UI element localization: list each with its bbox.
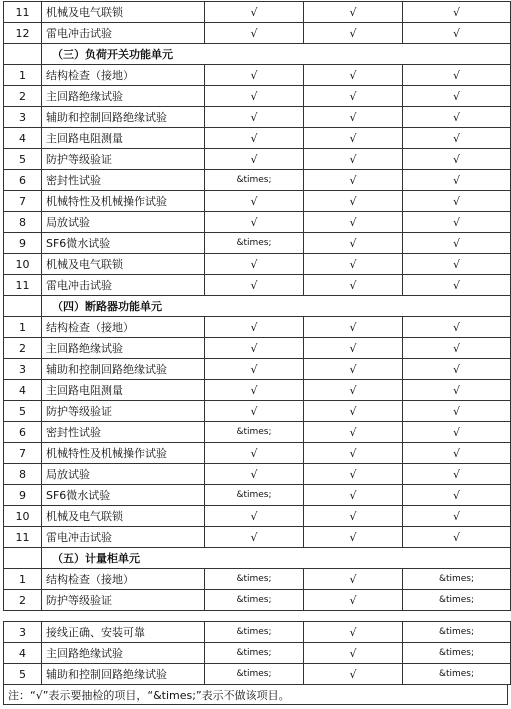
inspection-mark: √ <box>403 317 511 338</box>
test-item: 机械及电气联锁 <box>42 2 205 23</box>
row-number: 10 <box>4 254 42 275</box>
inspection-mark: √ <box>205 65 304 86</box>
row-number: 3 <box>4 359 42 380</box>
inspection-mark: √ <box>403 212 511 233</box>
table-row <box>4 569 511 590</box>
inspection-mark: √ <box>304 664 403 685</box>
table-row <box>4 422 511 443</box>
inspection-mark: √ <box>205 2 304 23</box>
inspection-mark: √ <box>304 401 403 422</box>
inspection-mark: √ <box>304 443 403 464</box>
table-row <box>4 128 511 149</box>
inspection-mark: √ <box>304 485 403 506</box>
test-item: 主回路绝缘试验 <box>42 643 205 664</box>
row-number: 9 <box>4 485 42 506</box>
inspection-mark: &times; <box>205 422 304 443</box>
table-row <box>4 212 511 233</box>
table-row <box>4 359 511 380</box>
inspection-mark: √ <box>304 380 403 401</box>
inspection-mark: √ <box>304 233 403 254</box>
row-number: 11 <box>4 275 42 296</box>
row-number: 7 <box>4 443 42 464</box>
row-number: 8 <box>4 212 42 233</box>
inspection-mark: √ <box>403 191 511 212</box>
inspection-mark: √ <box>304 254 403 275</box>
inspection-mark: √ <box>403 359 511 380</box>
test-item: 局放试验 <box>42 464 205 485</box>
inspection-mark: √ <box>304 527 403 548</box>
table-row <box>4 464 511 485</box>
table-row <box>4 443 511 464</box>
row-number: 4 <box>4 128 42 149</box>
table-row <box>4 23 511 44</box>
inspection-mark: √ <box>403 275 511 296</box>
inspection-mark: √ <box>304 569 403 590</box>
test-item: 机械特性及机械操作试验 <box>42 443 205 464</box>
inspection-mark: √ <box>403 65 511 86</box>
inspection-mark: &times; <box>403 643 511 664</box>
inspection-mark: √ <box>403 23 511 44</box>
inspection-mark: √ <box>304 2 403 23</box>
test-item: 结构检查（接地） <box>42 65 205 86</box>
inspection-mark: √ <box>205 23 304 44</box>
inspection-mark: √ <box>205 317 304 338</box>
test-item: 主回路绝缘试验 <box>42 338 205 359</box>
inspection-mark: √ <box>403 443 511 464</box>
row-number: 11 <box>4 527 42 548</box>
row-number: 3 <box>4 107 42 128</box>
inspection-mark: √ <box>205 338 304 359</box>
row-number: 12 <box>4 23 42 44</box>
inspection-mark: √ <box>304 464 403 485</box>
inspection-mark: √ <box>304 65 403 86</box>
empty-cell <box>4 548 42 569</box>
test-item: 雷电冲击试验 <box>42 275 205 296</box>
inspection-mark: &times; <box>403 622 511 643</box>
inspection-mark: &times; <box>205 643 304 664</box>
inspection-mark: √ <box>304 338 403 359</box>
inspection-mark: √ <box>304 86 403 107</box>
test-item: 辅助和控制回路绝缘试验 <box>42 359 205 380</box>
table-row <box>4 149 511 170</box>
table-row <box>4 485 511 506</box>
table-row <box>4 86 511 107</box>
inspection-mark: √ <box>403 254 511 275</box>
test-item: 主回路绝缘试验 <box>42 86 205 107</box>
inspection-mark: √ <box>304 149 403 170</box>
section-header-row <box>4 548 511 569</box>
section-title: （五）计量柜单元 <box>42 548 511 569</box>
inspection-mark: √ <box>304 23 403 44</box>
row-number: 11 <box>4 2 42 23</box>
table-row <box>4 338 511 359</box>
inspection-mark: √ <box>205 212 304 233</box>
inspection-mark: &times; <box>403 664 511 685</box>
table-row <box>4 2 511 23</box>
inspection-mark: √ <box>403 2 511 23</box>
inspection-mark: √ <box>304 622 403 643</box>
row-number: 6 <box>4 170 42 191</box>
section-title: （三）负荷开关功能单元 <box>42 44 511 65</box>
row-number: 8 <box>4 464 42 485</box>
row-number: 1 <box>4 317 42 338</box>
inspection-mark: &times; <box>403 590 511 611</box>
empty-cell <box>4 44 42 65</box>
row-number: 5 <box>4 664 42 685</box>
inspection-mark: √ <box>205 443 304 464</box>
inspection-mark: √ <box>205 401 304 422</box>
inspection-mark: √ <box>205 359 304 380</box>
table-row <box>4 664 511 685</box>
test-item: 机械及电气联锁 <box>42 254 205 275</box>
row-number: 2 <box>4 590 42 611</box>
inspection-mark: √ <box>403 380 511 401</box>
test-item: SF6微水试验 <box>42 233 205 254</box>
test-item: 防护等级验证 <box>42 401 205 422</box>
inspection-mark: √ <box>304 643 403 664</box>
inspection-mark: √ <box>304 212 403 233</box>
row-number: 4 <box>4 643 42 664</box>
row-number: 2 <box>4 86 42 107</box>
inspection-mark: &times; <box>205 569 304 590</box>
inspection-mark: &times; <box>205 590 304 611</box>
row-number: 2 <box>4 338 42 359</box>
inspection-mark: √ <box>304 128 403 149</box>
inspection-mark: √ <box>205 380 304 401</box>
table-row <box>4 401 511 422</box>
table-row <box>4 191 511 212</box>
inspection-mark: √ <box>403 107 511 128</box>
inspection-mark: √ <box>403 506 511 527</box>
inspection-mark: √ <box>304 191 403 212</box>
inspection-mark: √ <box>205 506 304 527</box>
test-item: 辅助和控制回路绝缘试验 <box>42 664 205 685</box>
inspection-mark: &times; <box>205 485 304 506</box>
test-item: 机械及电气联锁 <box>42 506 205 527</box>
table-footnote: 注：“√”表示要抽检的项目，“&times;”表示不做该项目。 <box>3 684 508 705</box>
inspection-mark: √ <box>304 506 403 527</box>
test-item: 结构检查（接地） <box>42 317 205 338</box>
inspection-mark: √ <box>304 107 403 128</box>
inspection-mark: &times; <box>403 569 511 590</box>
test-item: 防护等级验证 <box>42 149 205 170</box>
section-title: （四）断路器功能单元 <box>42 296 511 317</box>
inspection-mark: √ <box>403 233 511 254</box>
test-item: 防护等级验证 <box>42 590 205 611</box>
table-row <box>4 170 511 191</box>
table-row <box>4 317 511 338</box>
test-item: 主回路电阻测量 <box>42 128 205 149</box>
test-item: 密封性试验 <box>42 422 205 443</box>
row-number: 6 <box>4 422 42 443</box>
test-item: 局放试验 <box>42 212 205 233</box>
inspection-mark: &times; <box>205 622 304 643</box>
inspection-mark: √ <box>205 86 304 107</box>
table-row <box>4 643 511 664</box>
inspection-mark: √ <box>403 527 511 548</box>
table-row <box>4 506 511 527</box>
test-item: 辅助和控制回路绝缘试验 <box>42 107 205 128</box>
inspection-mark: √ <box>205 149 304 170</box>
inspection-mark: &times; <box>205 664 304 685</box>
inspection-mark: √ <box>205 128 304 149</box>
inspection-mark: &times; <box>205 233 304 254</box>
section-header-row <box>4 296 511 317</box>
table-row <box>4 233 511 254</box>
row-number: 9 <box>4 233 42 254</box>
inspection-mark: &times; <box>205 170 304 191</box>
test-item: SF6微水试验 <box>42 485 205 506</box>
test-item: 密封性试验 <box>42 170 205 191</box>
test-item: 机械特性及机械操作试验 <box>42 191 205 212</box>
inspection-mark: √ <box>403 170 511 191</box>
row-number: 4 <box>4 380 42 401</box>
inspection-mark: √ <box>304 359 403 380</box>
row-number: 1 <box>4 65 42 86</box>
section-header-row <box>4 44 511 65</box>
inspection-mark: √ <box>304 590 403 611</box>
empty-cell <box>4 296 42 317</box>
inspection-mark: √ <box>205 464 304 485</box>
inspection-mark: √ <box>304 317 403 338</box>
inspection-mark: √ <box>403 485 511 506</box>
inspection-mark: √ <box>403 401 511 422</box>
row-number: 3 <box>4 622 42 643</box>
inspection-mark: √ <box>403 149 511 170</box>
row-number: 7 <box>4 191 42 212</box>
row-number: 5 <box>4 401 42 422</box>
inspection-mark: √ <box>403 86 511 107</box>
inspection-mark: √ <box>205 107 304 128</box>
inspection-mark: √ <box>205 275 304 296</box>
inspection-mark: √ <box>304 275 403 296</box>
inspection-mark: √ <box>205 191 304 212</box>
row-number: 1 <box>4 569 42 590</box>
inspection-mark: √ <box>403 338 511 359</box>
inspection-mark: √ <box>304 422 403 443</box>
test-item: 雷电冲击试验 <box>42 527 205 548</box>
row-number: 10 <box>4 506 42 527</box>
inspection-mark: √ <box>304 170 403 191</box>
table-row <box>4 107 511 128</box>
table-row <box>4 65 511 86</box>
table-row <box>4 527 511 548</box>
table-row <box>4 622 511 643</box>
table-row <box>4 254 511 275</box>
inspection-mark: √ <box>205 527 304 548</box>
table-row <box>4 275 511 296</box>
table-row <box>4 590 511 611</box>
inspection-table-continued <box>3 621 511 685</box>
test-item: 主回路电阻测量 <box>42 380 205 401</box>
test-item: 接线正确、安装可靠 <box>42 622 205 643</box>
row-number: 5 <box>4 149 42 170</box>
inspection-table <box>3 1 511 611</box>
inspection-mark: √ <box>403 422 511 443</box>
inspection-mark: √ <box>205 254 304 275</box>
table-row <box>4 380 511 401</box>
inspection-mark: √ <box>403 464 511 485</box>
inspection-mark: √ <box>403 128 511 149</box>
test-item: 结构检查（接地） <box>42 569 205 590</box>
test-item: 雷电冲击试验 <box>42 23 205 44</box>
